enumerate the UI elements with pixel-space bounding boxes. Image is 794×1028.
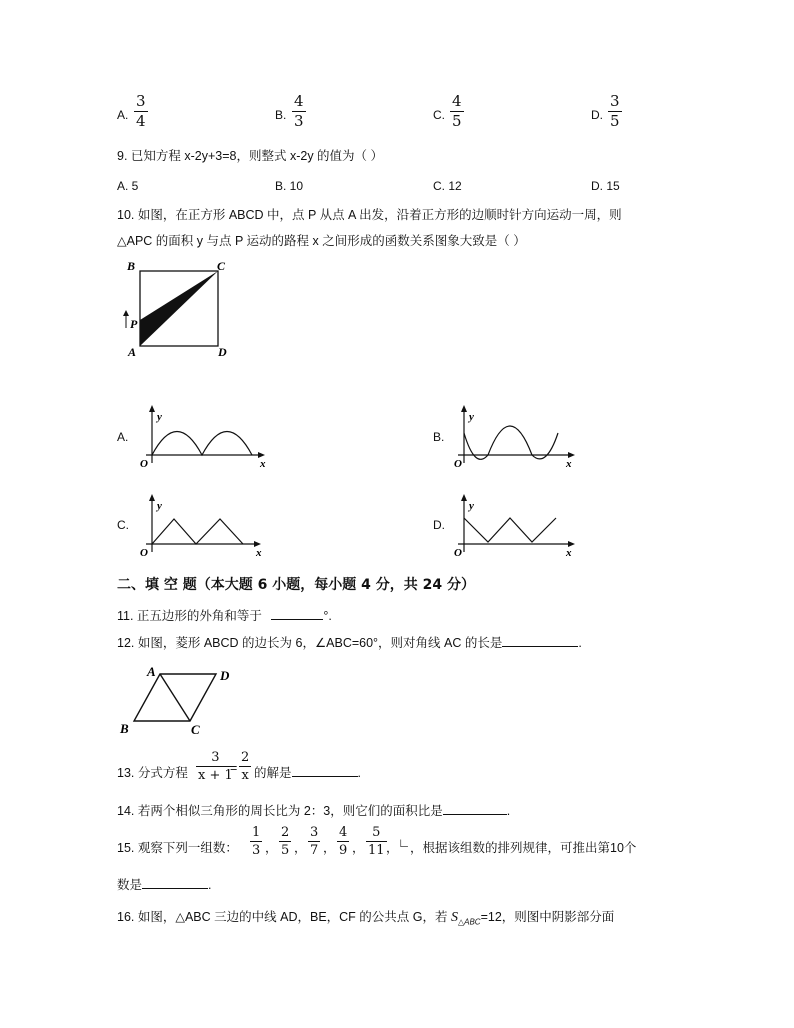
q14-line — [117, 801, 510, 819]
q14-answer-blank[interactable] — [443, 802, 507, 815]
q10-graph-a — [136, 403, 276, 473]
q15-sep-1: ， — [265, 841, 278, 855]
q15-f4-den: 9 — [339, 843, 348, 858]
q8-option-c-num: 4 — [452, 92, 462, 110]
graph-d-y-label: y — [469, 500, 474, 512]
q15-f2-num: 2 — [281, 825, 290, 840]
y-axis-arrow-icon — [149, 494, 155, 501]
q15-fraction-1 — [250, 826, 262, 857]
q16-s-value: =12 — [480, 910, 502, 924]
q15-prefix: 15. 观察下列一组数： — [117, 841, 238, 855]
q11-text: 11. 正五边形的外角和等于 — [117, 609, 262, 623]
q8-option-d-label: D. — [591, 108, 603, 122]
q15-fraction-5 — [366, 826, 387, 857]
q8-option-d-num: 3 — [610, 92, 620, 110]
q8-option-a-den: 4 — [136, 112, 146, 130]
q16-rest: ，则图中阴影部分面 — [501, 910, 615, 924]
q8-option-c-fraction — [450, 94, 464, 129]
q9-option-c: C. 12 — [433, 179, 462, 193]
label-p: P — [130, 317, 138, 331]
q15-f3-num: 3 — [310, 825, 319, 840]
q16-s-sub: △ABC — [457, 917, 481, 927]
q13-fraction-1 — [196, 750, 238, 783]
q10-graph-b-label: B. — [433, 430, 445, 444]
graph-c-y-label: y — [157, 500, 162, 512]
q12-answer-blank[interactable] — [502, 634, 578, 647]
graph-d-line — [464, 518, 556, 542]
q15-f5-den: 11 — [368, 843, 385, 858]
q13-f2-den: x — [241, 768, 249, 783]
q16-line — [117, 907, 614, 927]
q13-equals: = — [230, 761, 238, 775]
label-d: D — [218, 345, 227, 359]
q15-sep-3: ， — [323, 841, 336, 855]
q14-suffix: . — [506, 804, 511, 818]
q15-line2-text: 数是 — [117, 878, 143, 892]
q15-fraction-4 — [337, 826, 349, 857]
q13-end: . — [357, 766, 361, 780]
q15-f5-num: 5 — [372, 825, 381, 840]
q8-option-d-den: 5 — [610, 112, 620, 130]
q9-text: 9. 已知方程 x-2y+3=8，则整式 x-2y 的值为（ ） — [117, 149, 384, 163]
q15-f3-den: 7 — [310, 843, 319, 858]
q10-line2: △APC 的面积 y 与点 P 运动的路程 x 之间形成的函数关系图象大致是（ ） — [117, 234, 526, 248]
q10-graph-c-label: C. — [117, 518, 129, 532]
q8-option-c-label: C. — [433, 108, 445, 122]
q10-graph-d — [452, 492, 592, 562]
q8-option-d-fraction — [608, 94, 622, 129]
q11-line — [117, 606, 332, 624]
q15-sep-4: ， — [352, 841, 365, 855]
graph-c-x-label: x — [256, 547, 262, 559]
graph-a-y-label: y — [157, 411, 162, 423]
q13-prefix: 13. 分式方程 — [117, 766, 188, 780]
q9-option-b: B. 10 — [275, 179, 304, 193]
label-c: C — [217, 259, 226, 273]
q10-graph-a-label: A. — [117, 430, 129, 444]
q10-graph-c — [136, 492, 276, 562]
q13-suffix: 的解是 — [254, 766, 292, 780]
q10-square-figure — [118, 258, 238, 362]
arrow-head-icon — [123, 310, 129, 316]
q10-graph-b — [452, 403, 592, 473]
q12-suffix: . — [578, 636, 582, 650]
graph-d-origin-label: O — [454, 547, 462, 559]
q11-answer-blank[interactable] — [271, 607, 323, 620]
q8-option-b-num: 4 — [294, 92, 304, 110]
graph-b-curve — [464, 426, 558, 459]
q8-option-a-label: A. — [117, 108, 129, 122]
q8-option-b-label: B. — [275, 108, 287, 122]
graph-b-origin-label: O — [454, 458, 462, 470]
q15-f1-num: 1 — [252, 825, 261, 840]
graph-a-x-label: x — [260, 458, 266, 470]
q15-fraction-2 — [279, 826, 291, 857]
graph-b-x-label: x — [566, 458, 572, 470]
q15-sep-2: ， — [294, 841, 307, 855]
y-axis-arrow-icon — [461, 405, 467, 412]
q15-ellipsis: ∟ — [398, 836, 411, 850]
q8-option-a-fraction — [134, 94, 148, 129]
graph-c-line — [152, 519, 243, 544]
q11-suffix: °. — [323, 609, 332, 623]
q15-f1-den: 3 — [252, 843, 261, 858]
graph-d-x-label: x — [566, 547, 572, 559]
label-a: A — [128, 345, 137, 359]
y-axis-arrow-icon — [461, 494, 467, 501]
q15-answer-blank[interactable] — [142, 876, 208, 889]
graph-a-origin-label: O — [140, 458, 148, 470]
q15-rest: ，根据该组数的排列规律，可推出第10个 — [410, 841, 637, 855]
q15-end: . — [208, 878, 212, 892]
q15-fraction-3 — [308, 826, 320, 857]
graph-a-curve — [152, 432, 252, 456]
q13-f2-num: 2 — [241, 750, 250, 765]
q8-option-a-num: 3 — [136, 92, 146, 110]
q15-sep-5: ， — [386, 841, 399, 855]
shaded-triangle-apc — [140, 271, 218, 346]
q10-graph-d-label: D. — [433, 518, 445, 532]
rhombus-label-d: D — [220, 668, 230, 683]
diagonal-ac — [160, 674, 190, 721]
q15-f4-num: 4 — [339, 825, 348, 840]
graph-b-y-label: y — [469, 411, 474, 423]
q13-fraction-2 — [239, 751, 251, 782]
q12-text: 12. 如图，菱形 ABCD 的边长为 6，∠ABC=60°，则对角线 AC 的长是 — [117, 636, 503, 650]
q8-option-b-den: 3 — [294, 112, 304, 130]
q12-line — [117, 633, 582, 651]
q9-option-a: A. 5 — [117, 179, 139, 193]
q12-rhombus-figure — [116, 660, 240, 740]
y-axis-arrow-icon — [149, 405, 155, 412]
q13-f1-den: x + 1 — [198, 768, 233, 783]
q8-option-c-den: 5 — [452, 112, 462, 130]
section-2-heading: 二、填 空 题（本大题 6 小题，每小题 4 分，共 24 分） — [117, 577, 475, 593]
q8-option-b-fraction — [292, 94, 306, 129]
q16-s-symbol: S — [450, 910, 458, 925]
q13-answer-blank[interactable] — [292, 764, 358, 777]
q9-option-d: D. 15 — [591, 179, 620, 193]
graph-c-origin-label: O — [140, 547, 148, 559]
rhombus-label-b: B — [120, 721, 129, 736]
q13-f1-num: 3 — [211, 750, 220, 765]
q15-line2 — [117, 875, 212, 893]
q15-f2-den: 5 — [281, 843, 290, 858]
rhombus-label-a: A — [147, 664, 156, 679]
rhombus-label-c: C — [191, 722, 200, 737]
q13-suffix-line — [254, 763, 361, 781]
q14-text: 14. 若两个相似三角形的周长比为 2：3，则它们的面积比是 — [117, 804, 443, 818]
label-b: B — [127, 259, 136, 273]
q10-line1: 10. 如图，在正方形 ABCD 中，点 P 从点 A 出发，沿着正方形的边顺时针方向运动一周，则 — [117, 208, 622, 222]
q16-text: 16. 如图，△ABC 三边的中线 AD，BE，CF 的公共点 G，若 — [117, 910, 448, 924]
